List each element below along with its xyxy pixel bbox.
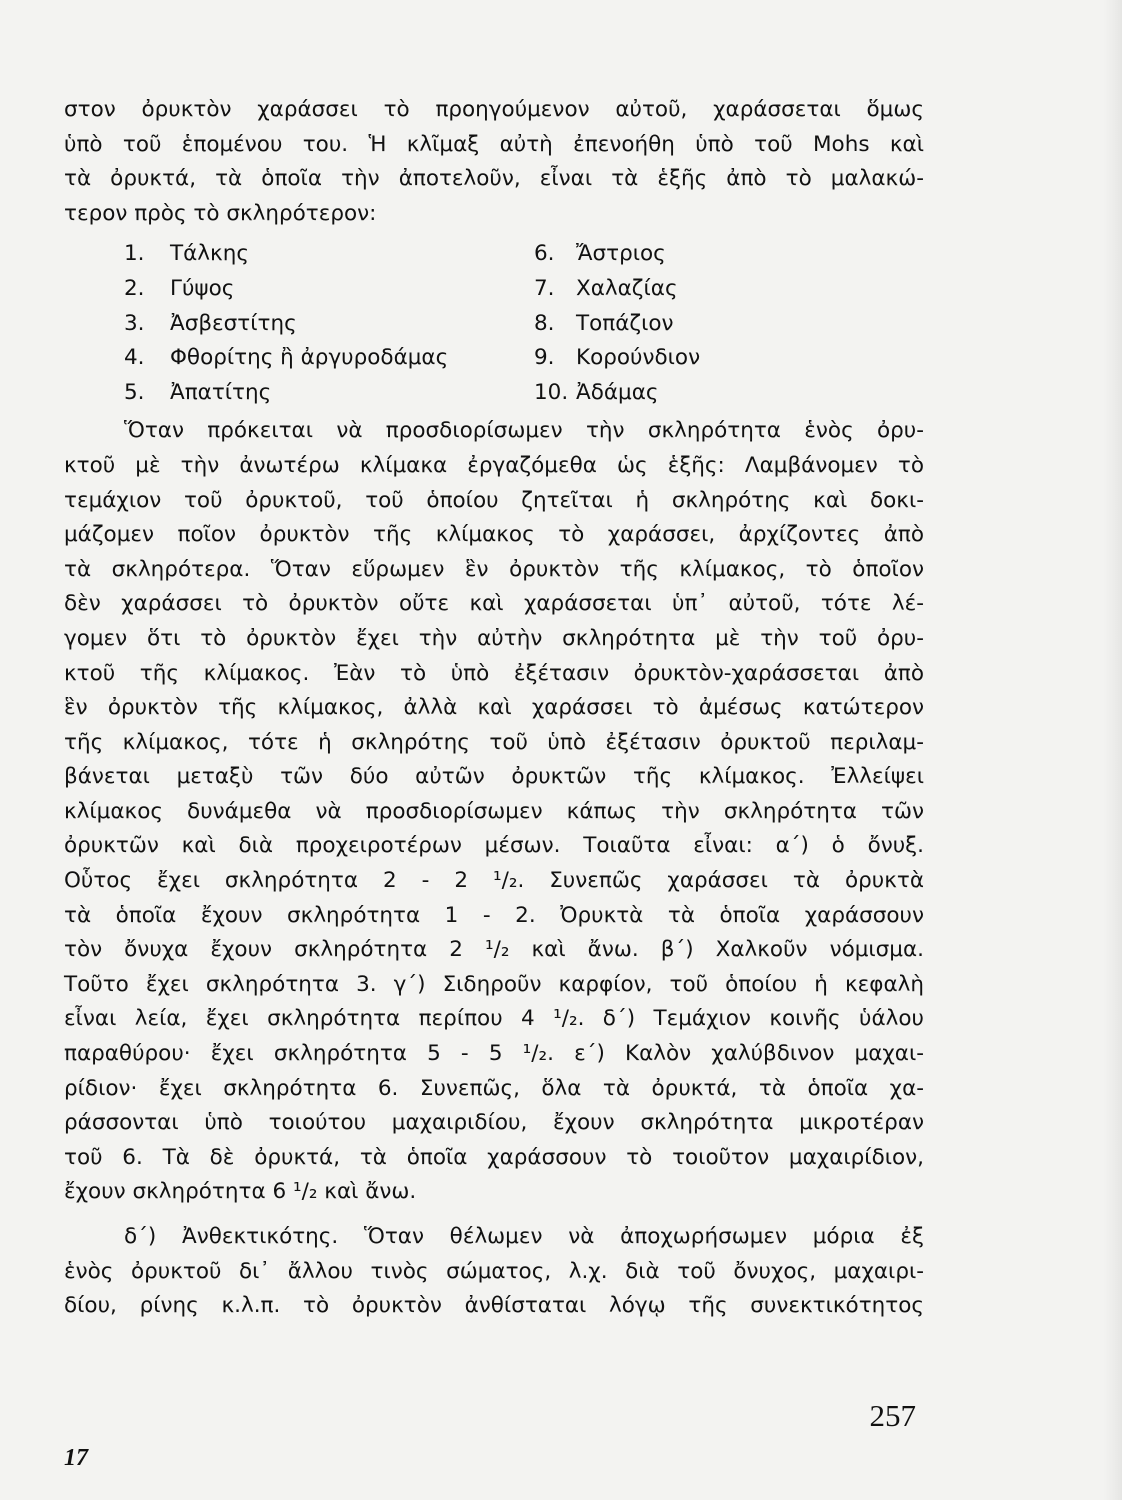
- text-line: τεμάχιον τοῦ ὀρυκτοῦ, τοῦ ὁποίου ζητεῖται ἡ σκληρότης καὶ δοκι-: [64, 487, 924, 513]
- list-item: 10. Ἀδάμας: [534, 379, 659, 405]
- main-paragraph: [64, 414, 924, 1210]
- body-text: [64, 93, 924, 1324]
- text-line: βάνεται μεταξὺ τῶν δύο αὐτῶν ὀρυκτῶν τῆς κλίμακος. Ἐλλείψει: [64, 764, 924, 790]
- list-item: 4. Φθορίτης ἢ ἀργυροδάμας: [124, 345, 449, 371]
- text-line: τὰ ὁποῖα ἔχουν σκληρότητα 1 - 2. Ὀρυκτὰ τὰ ὁποῖα χαράσσουν: [64, 902, 924, 928]
- text-line: τὰ ὀρυκτά, τὰ ὁποῖα τὴν ἀποτελοῦν, εἶναι τὰ ἑξῆς ἀπὸ τὸ μαλακώ-: [64, 166, 924, 192]
- text-line: κτοῦ μὲ τὴν ἀνωτέρω κλίμακα ἐργαζόμεθα ὡς ἑξῆς: Λαμβάνομεν τὸ: [64, 452, 924, 478]
- page-number: 257: [869, 1398, 916, 1433]
- text-line: τοῦ 6. Τὰ δὲ ὀρυκτά, τὰ ὁποῖα χαράσσουν τὸ τοιοῦτον μαχαιρίδιον,: [64, 1144, 924, 1170]
- text-line: δ΄) Ἀνθεκτικότης. Ὅταν θέλωμεν νὰ ἀποχωρήσωμεν μόρια ἐξ: [124, 1224, 924, 1249]
- text-line: Ὅταν πρόκειται νὰ προσδιορίσωμεν τὴν σκληρότητα ἑνὸς ὀρυ-: [124, 418, 924, 444]
- text-line: ἓν ὀρυκτὸν τῆς κλίμακος, ἀλλὰ καὶ χαράσσει τὸ ἀμέσως κατώτερον: [64, 695, 924, 721]
- text-line: δίου, ρίνης κ.λ.π. τὸ ὀρυκτὸν ἀνθίσταται λόγῳ τῆς συνεκτικότητος: [64, 1293, 924, 1319]
- text-line: ὑπὸ τοῦ ἑπομένου του. Ἡ κλῖμαξ αὐτὴ ἐπενοήθη ὑπὸ τοῦ Mohs καὶ: [64, 131, 924, 157]
- list-item: 5. Ἀπατίτης: [124, 379, 272, 405]
- signature-mark: 17: [64, 1445, 88, 1471]
- text-line: ρίδιον· ἔχει σκληρότητα 6. Συνεπῶς, ὅλα τὰ ὀρυκτά, τὰ ὁποῖα χα-: [64, 1075, 924, 1101]
- hardness-scale-list: [64, 237, 924, 410]
- text-line: στον ὀρυκτὸν χαράσσει τὸ προηγούμενον αὐτοῦ, χαράσσεται ὅμως: [64, 97, 924, 122]
- list-item: 6. Ἄστριος: [534, 241, 666, 267]
- intro-paragraph: [64, 93, 924, 231]
- text-line: τερον πρὸς τὸ σκληρότερον:: [64, 200, 377, 226]
- text-line: γομεν ὅτι τὸ ὀρυκτὸν ἔχει τὴν αὐτὴν σκληρότητα μὲ τὴν τοῦ ὀρυ-: [64, 625, 924, 651]
- text-line: ἔχουν σκληρότητα 6 ¹/₂ καὶ ἄνω.: [64, 1179, 417, 1205]
- text-line: εἶναι λεία, ἔχει σκληρότητα περίπου 4 ¹/₂. δ΄) Τεμάχιον κοινῆς ὑάλου: [64, 1006, 924, 1032]
- list-item: 7. Χαλαζίας: [534, 275, 678, 301]
- list-item: 1. Τάλκης: [124, 241, 249, 267]
- text-line: τῆς κλίμακος, τότε ἡ σκληρότης τοῦ ὑπὸ ἐξέτασιν ὀρυκτοῦ περιλαμ-: [64, 729, 924, 755]
- list-item: 8. Τοπάζιον: [534, 310, 674, 336]
- text-line: κλίμακος δυνάμεθα νὰ προσδιορίσωμεν κάπως τὴν σκληρότητα τῶν: [64, 798, 924, 824]
- text-line: Οὗτος ἔχει σκληρότητα 2 - 2 ¹/₂. Συνεπῶς χαράσσει τὰ ὀρυκτὰ: [64, 868, 924, 894]
- final-paragraph: [64, 1220, 924, 1324]
- text-line: τὰ σκληρότερα. Ὅταν εὕρωμεν ἓν ὀρυκτὸν τῆς κλίμακος, τὸ ὁποῖον: [64, 556, 924, 582]
- text-line: παραθύρου· ἔχει σκληρότητα 5 - 5 ¹/₂. ε΄) Καλὸν χαλύβδινον μαχαι-: [64, 1041, 924, 1067]
- page-edge-shadow: [1104, 0, 1122, 1500]
- text-line: τὸν ὄνυχα ἔχουν σκληρότητα 2 ¹/₂ καὶ ἄνω. β΄) Χαλκοῦν νόμισμα.: [64, 937, 924, 963]
- list-item: 9. Κορούνδιον: [534, 345, 701, 371]
- list-item: 3. Ἀσβεστίτης: [124, 310, 297, 336]
- hardness-scale-right-column: [534, 237, 864, 410]
- hardness-scale-left-column: [64, 237, 534, 410]
- text-line: δὲν χαράσσει τὸ ὀρυκτὸν οὔτε καὶ χαράσσεται ὑπ᾿ αὐτοῦ, τότε λέ-: [64, 591, 924, 617]
- paragraph-gap: [64, 1210, 924, 1220]
- text-line: ὀρυκτῶν καὶ διὰ προχειροτέρων μέσων. Τοιαῦτα εἶναι: α΄) ὁ ὄνυξ.: [64, 833, 924, 859]
- text-line: Τοῦτο ἔχει σκληρότητα 3. γ΄) Σιδηροῦν καρφίον, τοῦ ὁποίου ἡ κεφαλὴ: [64, 971, 924, 997]
- text-line: κτοῦ τῆς κλίμακος. Ἐὰν τὸ ὑπὸ ἐξέτασιν ὀρυκτὸν-χαράσσεται ἀπὸ: [64, 660, 924, 686]
- text-line: ράσσονται ὑπὸ τοιούτου μαχαιριδίου, ἔχουν σκληρότητα μικροτέραν: [64, 1110, 924, 1136]
- list-item: 2. Γύψος: [124, 275, 235, 301]
- text-line: ἑνὸς ὀρυκτοῦ δι᾿ ἄλλου τινὸς σώματος, λ.χ. διὰ τοῦ ὄνυχος, μαχαιρι-: [64, 1258, 924, 1284]
- text-line: μάζομεν ποῖον ὀρυκτὸν τῆς κλίμακος τὸ χαράσσει, ἀρχίζοντες ἀπὸ: [64, 522, 924, 548]
